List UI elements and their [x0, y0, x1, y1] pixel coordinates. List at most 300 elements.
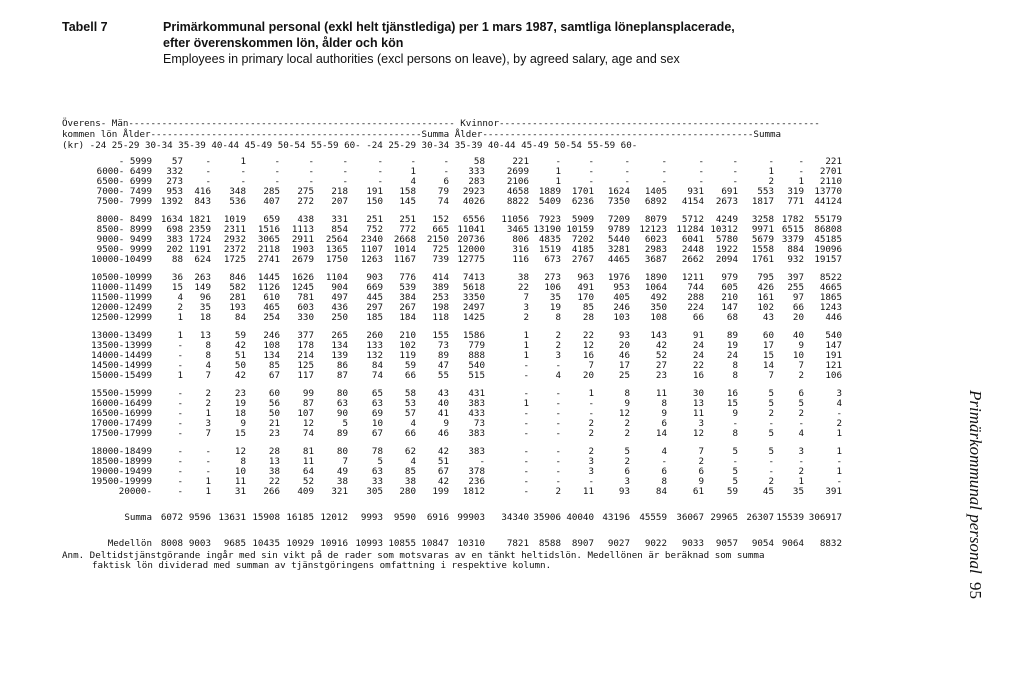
table-cell: 108	[650, 312, 667, 323]
column-header-line-1: Överens- Män----------------------------------------------------------- Kvinnor----------------------------------------------------------	[62, 118, 820, 129]
table-cell: 52	[655, 350, 667, 361]
table-cell: 13	[268, 456, 280, 467]
salary-table	[62, 157, 842, 549]
row-label: 13500-13999	[91, 340, 152, 351]
table-cell: 155	[432, 330, 449, 341]
table-cell: 1922	[715, 244, 738, 255]
table-cell: 1725	[223, 254, 246, 265]
table-cell: 795	[757, 272, 774, 283]
table-cell: 539	[399, 282, 416, 293]
row-label: 17000-17499	[91, 418, 152, 429]
note-line-1: Anm. Deltidstjänstgörande ingår med sin vikt på de rader som motsvaras av en tänkt heltidslön. Medellönen är beräknad som summa	[62, 550, 765, 561]
table-cell: -	[555, 456, 561, 467]
table-cell: 4154	[681, 196, 704, 207]
table-cell: 846	[229, 272, 246, 283]
table-cell: 117	[297, 370, 314, 381]
table-cell: -	[177, 388, 183, 399]
table-cell: 5679	[751, 234, 774, 245]
table-cell: 10	[234, 466, 246, 477]
table-cell: 779	[468, 340, 485, 351]
table-cell: 6	[698, 466, 704, 477]
table-cell: 2110	[819, 176, 842, 187]
table-cell: -	[177, 466, 183, 477]
table-cell: 5	[624, 446, 630, 457]
table-cell: 236	[468, 476, 485, 487]
table-cell: 7	[523, 292, 529, 303]
table-cell: 86	[336, 360, 348, 371]
table-cell: 771	[787, 196, 804, 207]
table-cell: 1392	[160, 196, 183, 207]
table-cell: 1	[177, 312, 183, 323]
table-cell: 1	[205, 408, 211, 419]
table-cell: 12012	[320, 512, 348, 523]
table-cell: 1113	[291, 224, 314, 235]
table-cell: 1782	[781, 214, 804, 225]
table-cell: 6072	[160, 512, 183, 523]
table-cell: 1365	[325, 244, 348, 255]
table-cell: 23	[268, 428, 280, 439]
table-cell: 73	[437, 340, 449, 351]
table-cell: -	[836, 408, 842, 419]
table-cell: 221	[512, 156, 529, 167]
table-cell: 224	[687, 302, 704, 313]
table-cell: 1626	[291, 272, 314, 283]
table-cell: 16	[692, 370, 704, 381]
table-cell: 250	[331, 312, 348, 323]
table-cell: -	[555, 418, 561, 429]
table-cell: 669	[366, 282, 383, 293]
table-row	[62, 487, 842, 497]
table-cell: -	[555, 360, 561, 371]
table-cell: 4	[410, 418, 416, 429]
table-cell: 843	[194, 196, 211, 207]
table-cell: 383	[166, 234, 183, 245]
table-cell: 25	[618, 370, 630, 381]
table-cell: 2	[588, 418, 594, 429]
table-cell: 5	[732, 466, 738, 477]
table-cell: 1516	[257, 224, 280, 235]
table-cell: 1889	[538, 186, 561, 197]
table-cell: 275	[297, 186, 314, 197]
table-cell: 246	[613, 302, 630, 313]
table-row	[62, 539, 842, 549]
table-cell: 8	[205, 340, 211, 351]
table-cell: 1	[205, 476, 211, 487]
table-cell: -	[177, 350, 183, 361]
table-cell: 89	[726, 330, 738, 341]
table-cell: 283	[468, 176, 485, 187]
table-cell: 45	[762, 486, 774, 497]
table-cell: -	[836, 456, 842, 467]
table-cell: 515	[468, 370, 485, 381]
table-cell: 246	[263, 330, 280, 341]
table-cell: 68	[726, 312, 738, 323]
table-cell: 9993	[360, 512, 383, 523]
table-cell: 35	[549, 292, 561, 303]
table-cell: 22	[517, 282, 529, 293]
table-cell: -	[342, 176, 348, 187]
table-cell: -	[523, 370, 529, 381]
table-cell: 16	[726, 388, 738, 399]
table-cell: 143	[650, 330, 667, 341]
table-cell: 87	[336, 370, 348, 381]
row-label: 11000-11499	[91, 282, 152, 293]
table-cell: 3	[624, 476, 630, 487]
table-cell: 31	[234, 486, 246, 497]
table-cell: -	[555, 428, 561, 439]
row-label: 16500-16999	[91, 408, 152, 419]
table-cell: 1	[588, 388, 594, 399]
table-cell: 3687	[644, 254, 667, 265]
table-cell: 904	[331, 282, 348, 293]
table-cell: -	[698, 166, 704, 177]
table-cell: 12	[302, 418, 314, 429]
table-cell: 24	[726, 350, 738, 361]
table-cell: 13770	[814, 186, 842, 197]
table-cell: -	[588, 166, 594, 177]
row-label: 12000-12499	[91, 302, 152, 313]
table-cell: -	[342, 156, 348, 167]
table-cell: 41	[437, 408, 449, 419]
table-cell: 319	[787, 186, 804, 197]
table-cell: 7413	[462, 272, 485, 283]
table-cell: 9	[240, 418, 246, 429]
table-cell: 4	[798, 428, 804, 439]
table-cell: 116	[512, 254, 529, 265]
table-cell: 78	[371, 446, 383, 457]
table-cell: -	[661, 176, 667, 187]
row-label: 18500-18999	[91, 456, 152, 467]
table-cell: 3	[798, 446, 804, 457]
table-cell: -	[274, 176, 280, 187]
table-cell: 1	[836, 466, 842, 477]
table-cell: 384	[399, 292, 416, 303]
table-cell: 30	[692, 388, 704, 399]
table-cell: -	[443, 156, 449, 167]
title-line-1: Primärkommunal personal (exkl helt tjänstlediga) per 1 mars 1987, samtliga löneplansplacerade,	[163, 20, 735, 34]
table-cell: 582	[229, 282, 246, 293]
table-cell: 10	[792, 350, 804, 361]
table-cell: 50	[234, 360, 246, 371]
table-cell: 73	[473, 418, 485, 429]
table-cell: 11	[302, 456, 314, 467]
row-label: 19000-19499	[91, 466, 152, 477]
table-cell: 62	[404, 446, 416, 457]
table-cell: 42	[437, 476, 449, 487]
table-row	[62, 197, 842, 207]
table-cell: 1558	[751, 244, 774, 255]
table-cell: 9	[732, 408, 738, 419]
table-cell: 1624	[607, 186, 630, 197]
table-cell: 7	[698, 446, 704, 457]
table-cell: 1519	[538, 244, 561, 255]
table-cell: 7	[768, 370, 774, 381]
table-cell: 1750	[325, 254, 348, 265]
table-cell: 210	[721, 292, 738, 303]
table-cell: 1724	[188, 234, 211, 245]
table-cell: 536	[229, 196, 246, 207]
table-cell: -	[240, 166, 246, 177]
table-cell: 15	[762, 350, 774, 361]
table-cell: 29965	[710, 512, 738, 523]
table-cell: 191	[825, 350, 842, 361]
table-cell: 2	[177, 302, 183, 313]
table-cell: 752	[366, 224, 383, 235]
table-cell: 3	[588, 466, 594, 477]
table-cell: 91	[692, 330, 704, 341]
table-cell: 673	[544, 254, 561, 265]
table-cell: 9	[443, 418, 449, 429]
table-cell: 2662	[681, 254, 704, 265]
table-cell: 12	[618, 408, 630, 419]
table-cell: -	[523, 418, 529, 429]
table-cell: 407	[263, 196, 280, 207]
table-cell: 288	[687, 292, 704, 303]
table-cell: 89	[437, 350, 449, 361]
table-cell: 85	[404, 466, 416, 477]
table-cell: 6023	[644, 234, 667, 245]
table-cell: 1014	[393, 244, 416, 255]
table-cell: 6	[661, 466, 667, 477]
table-cell: 1126	[257, 282, 280, 293]
table-cell: 446	[825, 312, 842, 323]
table-cell: 58	[404, 388, 416, 399]
table-cell: 59	[404, 360, 416, 371]
table-row	[62, 313, 842, 323]
table-cell: 1	[523, 398, 529, 409]
table-cell: 2448	[681, 244, 704, 255]
table-cell: 11	[655, 388, 667, 399]
table-cell: 9	[624, 398, 630, 409]
table-cell: -	[377, 156, 383, 167]
table-cell: 3	[836, 388, 842, 399]
table-cell: 17	[618, 360, 630, 371]
table-cell: 2	[205, 398, 211, 409]
table-cell: 2	[588, 446, 594, 457]
table-cell: 5	[768, 398, 774, 409]
table-cell: 281	[229, 292, 246, 303]
table-cell: 2911	[291, 234, 314, 245]
table-cell: 333	[468, 166, 485, 177]
table-cell: 42	[437, 446, 449, 457]
table-cell: 13190	[533, 224, 561, 235]
row-label: 20000-	[118, 486, 152, 497]
table-cell: 97	[792, 292, 804, 303]
table-cell: 93	[618, 330, 630, 341]
table-cell: 2923	[462, 186, 485, 197]
table-cell: 80	[336, 388, 348, 399]
table-cell: 59	[234, 330, 246, 341]
table-cell: -	[177, 340, 183, 351]
table-cell: 3281	[607, 244, 630, 255]
table-cell: 90	[336, 408, 348, 419]
table-cell: 9064	[781, 538, 804, 549]
table-cell: 5712	[681, 214, 704, 225]
table-cell: -	[443, 166, 449, 177]
table-cell: 2673	[715, 196, 738, 207]
table-cell: 1245	[291, 282, 314, 293]
row-label: Summa	[124, 512, 152, 523]
row-label: 16000-16499	[91, 398, 152, 409]
table-cell: 377	[297, 330, 314, 341]
table-row	[62, 513, 842, 523]
row-label: 15000-15499	[91, 370, 152, 381]
table-cell: -	[523, 446, 529, 457]
table-cell: 134	[263, 350, 280, 361]
table-cell: 273	[544, 272, 561, 283]
table-cell: -	[836, 476, 842, 487]
table-cell: 66	[692, 312, 704, 323]
table-cell: 9	[698, 476, 704, 487]
table-cell: 610	[263, 292, 280, 303]
table-cell: 405	[613, 292, 630, 303]
table-cell: 20736	[457, 234, 485, 245]
table-cell: 6236	[571, 196, 594, 207]
table-cell: 2701	[819, 166, 842, 177]
table-cell: -	[177, 428, 183, 439]
table-cell: 739	[432, 254, 449, 265]
row-label: Medellön	[107, 538, 152, 549]
table-cell: 3258	[751, 214, 774, 225]
table-cell: 2668	[393, 234, 416, 245]
table-cell: 38	[268, 466, 280, 477]
table-cell: -	[177, 398, 183, 409]
table-cell: 1	[768, 166, 774, 177]
table-cell: -	[588, 176, 594, 187]
table-cell: 3	[588, 456, 594, 467]
table-cell: 3	[205, 418, 211, 429]
table-cell: 9054	[751, 538, 774, 549]
table-cell: 8	[661, 398, 667, 409]
table-cell: 81	[302, 446, 314, 457]
table-cell: 66	[404, 370, 416, 381]
table-cell: 297	[366, 302, 383, 313]
table-cell: 1405	[644, 186, 667, 197]
table-cell: 10847	[421, 538, 449, 549]
table-cell: 84	[655, 486, 667, 497]
table-cell: 14	[655, 428, 667, 439]
table-cell: 8907	[571, 538, 594, 549]
table-cell: 9003	[188, 538, 211, 549]
table-cell: 118	[432, 312, 449, 323]
row-label: 19500-19999	[91, 476, 152, 487]
table-cell: 20	[582, 370, 594, 381]
table-cell: 8	[732, 428, 738, 439]
table-cell: 9022	[644, 538, 667, 549]
table-cell: 28	[268, 446, 280, 457]
table-cell: 2497	[462, 302, 485, 313]
row-label: 7000- 7499	[96, 186, 152, 197]
table-cell: -	[798, 418, 804, 429]
row-label: 12500-12999	[91, 312, 152, 323]
table-cell: 1019	[223, 214, 246, 225]
table-cell: 5	[342, 418, 348, 429]
table-cell: -	[768, 156, 774, 167]
table-cell: 438	[297, 214, 314, 225]
table-cell: 221	[825, 156, 842, 167]
table-cell: 2	[798, 408, 804, 419]
table-cell: 20	[618, 340, 630, 351]
table-cell: 1586	[462, 330, 485, 341]
table-cell: 1211	[681, 272, 704, 283]
table-cell: -	[523, 456, 529, 467]
table-cell: 66	[792, 302, 804, 313]
table-cell: 2	[624, 428, 630, 439]
row-label: 11500-11999	[91, 292, 152, 303]
table-cell: 4	[410, 176, 416, 187]
table-cell: 3065	[257, 234, 280, 245]
table-cell: 1	[798, 476, 804, 487]
table-cell: 1812	[462, 486, 485, 497]
table-cell: 74	[437, 196, 449, 207]
table-cell: 18	[199, 312, 211, 323]
table-cell: 6	[443, 176, 449, 187]
table-cell: 99903	[457, 512, 485, 523]
table-cell: 64	[302, 466, 314, 477]
table-cell: 4	[205, 360, 211, 371]
table-cell: 8522	[819, 272, 842, 283]
table-cell: 108	[263, 340, 280, 351]
table-cell: 772	[399, 224, 416, 235]
table-cell: 3465	[506, 224, 529, 235]
table-cell: 316	[512, 244, 529, 255]
table-cell: 40040	[566, 512, 594, 523]
table-cell: 24	[692, 350, 704, 361]
table-cell: 8822	[506, 196, 529, 207]
table-cell: 1	[836, 446, 842, 457]
table-cell: 305	[366, 486, 383, 497]
table-cell: 102	[399, 340, 416, 351]
table-cell: 7	[588, 360, 594, 371]
table-cell: -	[555, 398, 561, 409]
table-cell: 46	[618, 350, 630, 361]
table-cell: 106	[544, 282, 561, 293]
table-cell: 6556	[462, 214, 485, 225]
table-cell: 16185	[286, 512, 314, 523]
table-cell: 2	[205, 388, 211, 399]
table-cell: 8832	[819, 538, 842, 549]
table-cell: 436	[331, 302, 348, 313]
table-cell: 63	[371, 398, 383, 409]
title-line-english: Employees in primary local authorities (excl persons on leave), by agreed salary, age and sex	[163, 52, 680, 66]
table-cell: 61	[692, 486, 704, 497]
table-cell: 22	[268, 476, 280, 487]
table-cell: 9	[661, 408, 667, 419]
table-cell: 331	[331, 214, 348, 225]
table-cell: 55179	[814, 214, 842, 225]
table-cell: 414	[432, 272, 449, 283]
table-cell: 8	[555, 312, 561, 323]
table-cell: 55	[437, 370, 449, 381]
table-cell: -	[768, 456, 774, 467]
table-cell: 378	[468, 466, 485, 477]
table-cell: 6	[798, 388, 804, 399]
table-cell: 253	[432, 292, 449, 303]
table-cell: 7209	[607, 214, 630, 225]
table-cell: 266	[263, 486, 280, 497]
table-cell: 12000	[457, 244, 485, 255]
table-cell: 497	[331, 292, 348, 303]
table-cell: 8	[624, 388, 630, 399]
table-cell: 33	[371, 476, 383, 487]
table-cell: 89	[336, 428, 348, 439]
table-cell: 34340	[501, 512, 529, 523]
table-cell: 11041	[457, 224, 485, 235]
table-cell: 15908	[252, 512, 280, 523]
table-cell: -	[555, 446, 561, 457]
table-cell: -	[732, 156, 738, 167]
table-row	[62, 255, 842, 265]
